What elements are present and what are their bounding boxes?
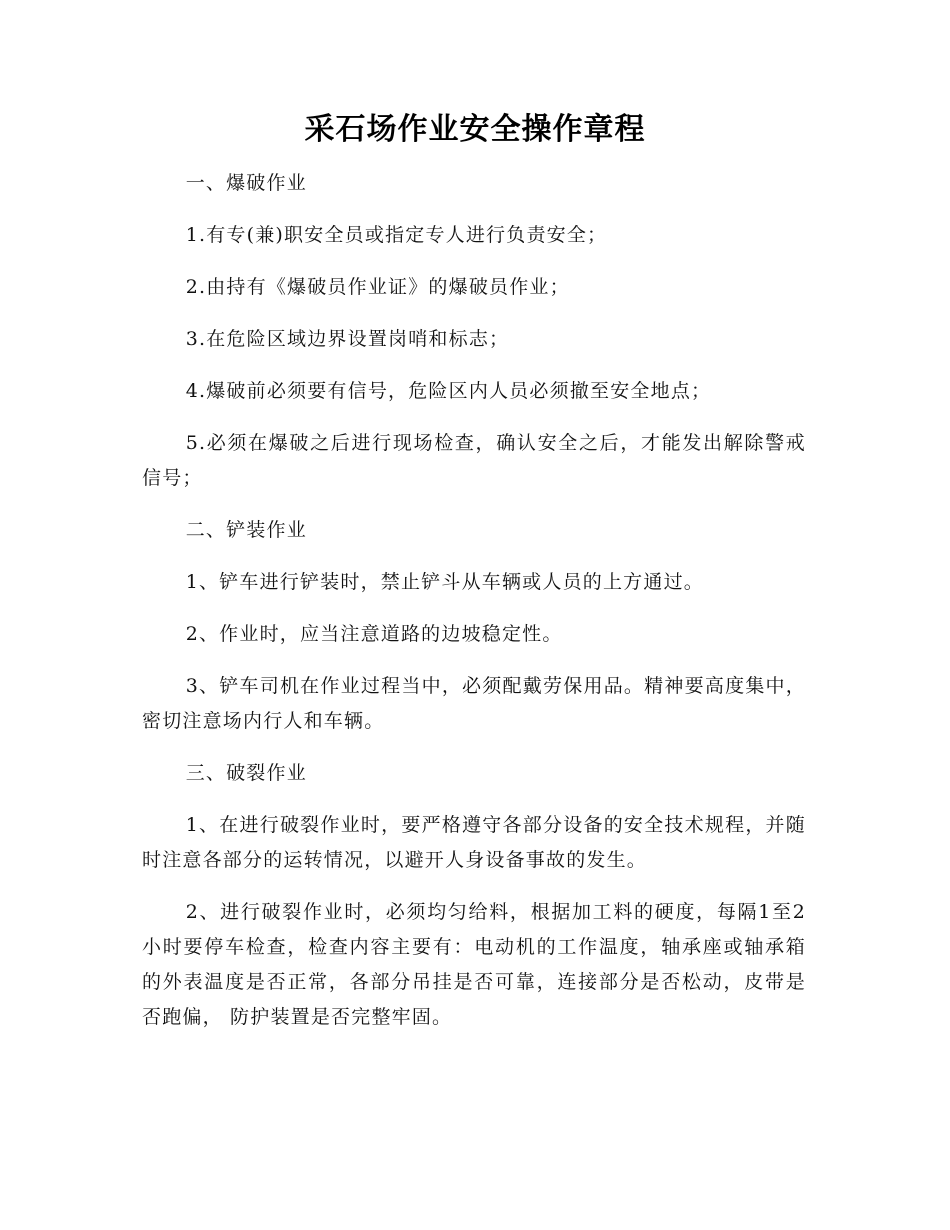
section-heading-crushing: 三、破裂作业 [185, 762, 307, 784]
paragraph-item: 4.爆破前必须要有信号，危险区内人员必须撤至安全地点； [185, 380, 712, 402]
paragraph-item: 2、作业时，应当注意道路的边坡稳定性。 [185, 623, 563, 645]
paragraph-item: 3、铲车司机在作业过程当中，必须配戴劳保用品。精神要高度集中，密切注意场内行人和车辆。 [142, 675, 806, 732]
paragraph-item: 1、铲车进行铲装时，禁止铲斗从车辆或人员的上方通过。 [185, 571, 704, 593]
paragraph-item: 2.由持有《爆破员作业证》的爆破员作业； [185, 276, 570, 298]
paragraph-item: 1.有专(兼)职安全员或指定专人进行负责安全； [185, 224, 608, 246]
section-heading-blasting: 一、爆破作业 [185, 172, 307, 194]
paragraph-item: 1、在进行破裂作业时，要严格遵守各部分设备的安全技术规程，并随时注意各部分的运转情况，以避开人身设备事故的发生。 [142, 814, 806, 871]
paragraph-item: 3.在危险区域边界设置岗哨和标志； [185, 328, 510, 350]
document-title: 采石场作业安全操作章程 [304, 112, 646, 147]
section-heading-loading: 二、铲装作业 [185, 519, 307, 541]
document-body [142, 166, 806, 1052]
paragraph-item: 2、进行破裂作业时，必须均匀给料，根据加工料的硬度，每隔1至2 小时要停车检查，检查内容主要有：电动机的工作温度，轴承座或轴承箱的外表温度是否正常，各部分吊挂是否可靠，连接部分是否松动，皮带是否跑偏， 防护装置是否完整牢固。 [142, 901, 806, 1028]
paragraph-item: 5.必须在爆破之后进行现场检查，确认安全之后，才能发出解除警戒信号； [142, 432, 806, 489]
